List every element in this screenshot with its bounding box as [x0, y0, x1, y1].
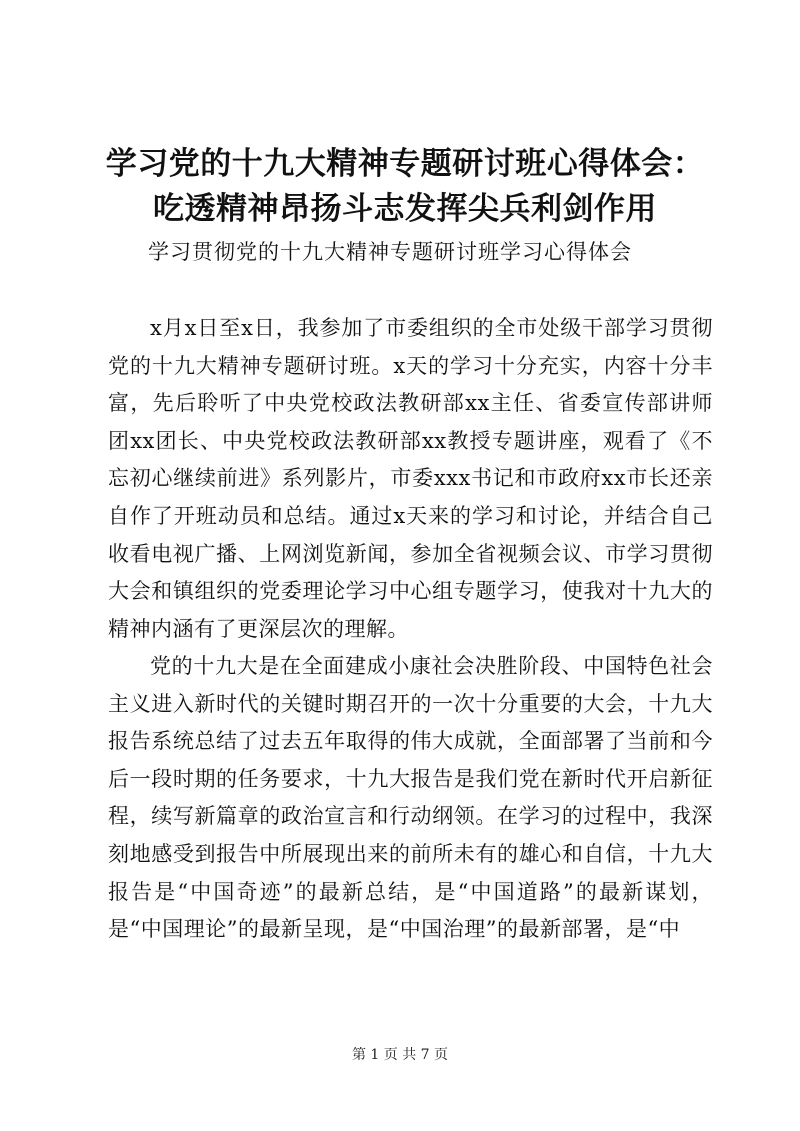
document-title: 学习党的十九大精神专题研讨班心得体会：吃透精神昂扬斗志发挥尖兵利剑作用 — [105, 146, 705, 227]
page-number-footer: 第 1 页 共 7 页 — [351, 1047, 449, 1063]
body-paragraph: x月x日至x日，我参加了市委组织的全市处级干部学习贯彻党的十九大精神专题研讨班。x天的学习十分充实，内容十分丰富，先后聆听了中央党校政法教研部xx主任、省委宣传部讲师团xx团长、中央党校政法教研部xx教授专题讲座，观看了《不忘初心继续前进》系列影片，市委xxx书记和市政府xx市长还亲自作了开班动员和总结。通过x天来的学习和讨论，并结合自己收看电视广播、上网浏览新闻，参加全省视频会议、市学习贯彻大会和镇组织的党委理论学习中心组专题学习，使我对十九大的精神内涵有了更深层次的理解。 — [108, 316, 713, 641]
document-subtitle: 学习贯彻党的十九大精神专题研讨班学习心得体会 — [148, 240, 632, 264]
body-paragraph: 党的十九大是在全面建成小康社会决胜阶段、中国特色社会主义进入新时代的关键时期召开的一次十分重要的大会，十九大报告系统总结了过去五年取得的伟大成就，全面部署了当前和今后一段时期的任务要求，十九大报告是我们党在新时代开启新征程，续写新篇章的政治宣言和行动纲领。在学习的过程中，我深刻地感受到报告中所展现出来的前所未有的雄心和自信，十九大报告是“中国奇迹”的最新总结，是“中国道路”的最新谋划，是“中国理论”的最新呈现，是“中国治理”的最新部署，是“中 — [108, 654, 713, 942]
